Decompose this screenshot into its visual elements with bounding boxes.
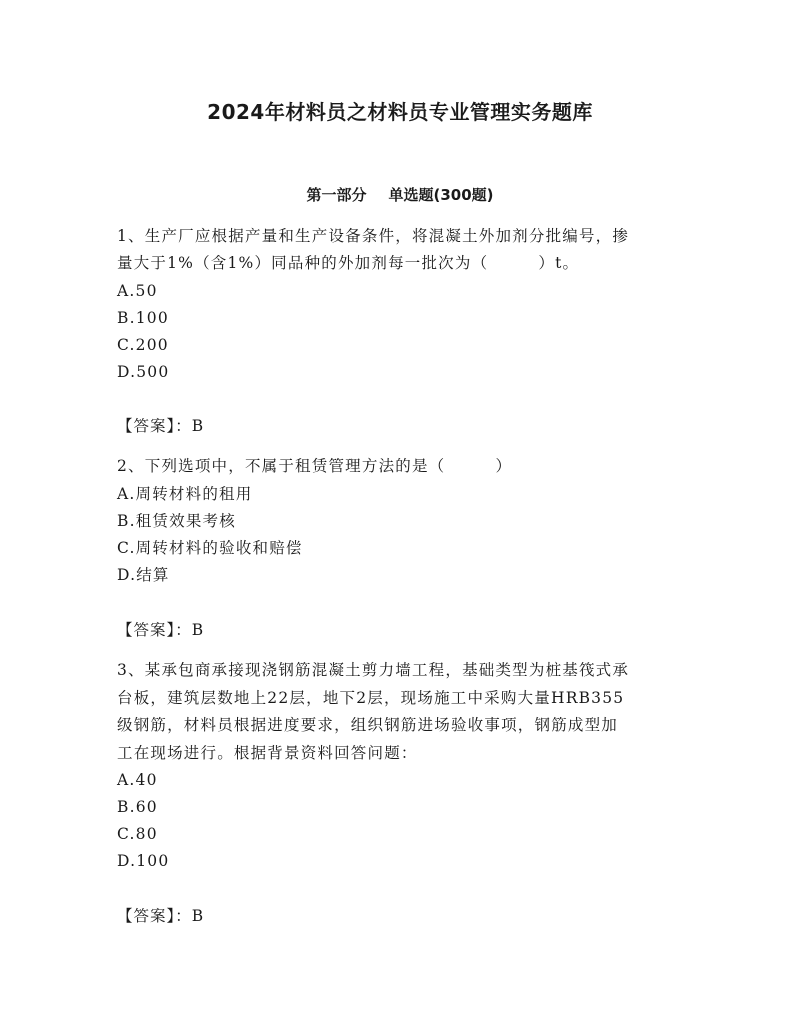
section-heading xyxy=(0,184,800,205)
document-title: 2024年材料员之材料员专业管理实务题库 xyxy=(207,100,593,124)
question-1-option-c: C.200 xyxy=(117,336,169,354)
answer-label: 【答案】： xyxy=(117,417,192,435)
question-1-option-b: B.100 xyxy=(117,309,169,327)
question-2-option-b: B.租赁效果考核 xyxy=(117,512,236,530)
answer-label: 【答案】： xyxy=(117,907,192,925)
question-2-stem-line-1: 2、下列选项中，不属于租赁管理方法的是（ ） xyxy=(117,457,513,475)
question-1-stem-line-1: 1、生产厂应根据产量和生产设备条件，将混凝土外加剂分批编号，掺 xyxy=(117,227,630,245)
question-3-option-b: B.60 xyxy=(117,798,158,816)
question-3-stem-line-4: 工在现场进行。根据背景资料回答问题： xyxy=(117,744,418,762)
question-1-option-a: A.50 xyxy=(117,282,158,300)
question-1-answer xyxy=(117,416,204,436)
answer-value: B xyxy=(191,417,205,435)
question-3-answer xyxy=(117,906,204,926)
question-1-stem-line-2: 量大于1%（含1%）同品种的外加剂每一批次为（ ）t。 xyxy=(117,254,580,272)
answer-value: B xyxy=(191,907,205,925)
answer-value: B xyxy=(191,621,205,639)
question-2-option-c: C.周转材料的验收和赔偿 xyxy=(117,539,303,557)
question-3-stem-line-3: 级钢筋，材料员根据进度要求，组织钢筋进场验收事项，钢筋成型加 xyxy=(117,716,619,734)
question-1-option-d: D.500 xyxy=(117,363,170,381)
question-3-stem-line-2: 台板，建筑层数地上22层，地下2层，现场施工中采购大量HRB355 xyxy=(117,689,625,707)
question-3-option-c: C.80 xyxy=(117,825,158,843)
question-3-option-d: D.100 xyxy=(117,852,170,870)
question-2-option-d: D.结算 xyxy=(117,566,170,584)
answer-label: 【答案】： xyxy=(117,621,192,639)
question-3-option-a: A.40 xyxy=(117,771,158,789)
question-2-option-a: A.周转材料的租用 xyxy=(117,485,253,503)
section-name: 单选题(300题) xyxy=(388,186,494,204)
question-2-answer xyxy=(117,620,204,640)
question-3-stem-line-1: 3、某承包商承接现浇钢筋混凝土剪力墙工程，基础类型为桩基筏式承 xyxy=(117,661,630,679)
section-part: 第一部分 xyxy=(306,186,367,204)
